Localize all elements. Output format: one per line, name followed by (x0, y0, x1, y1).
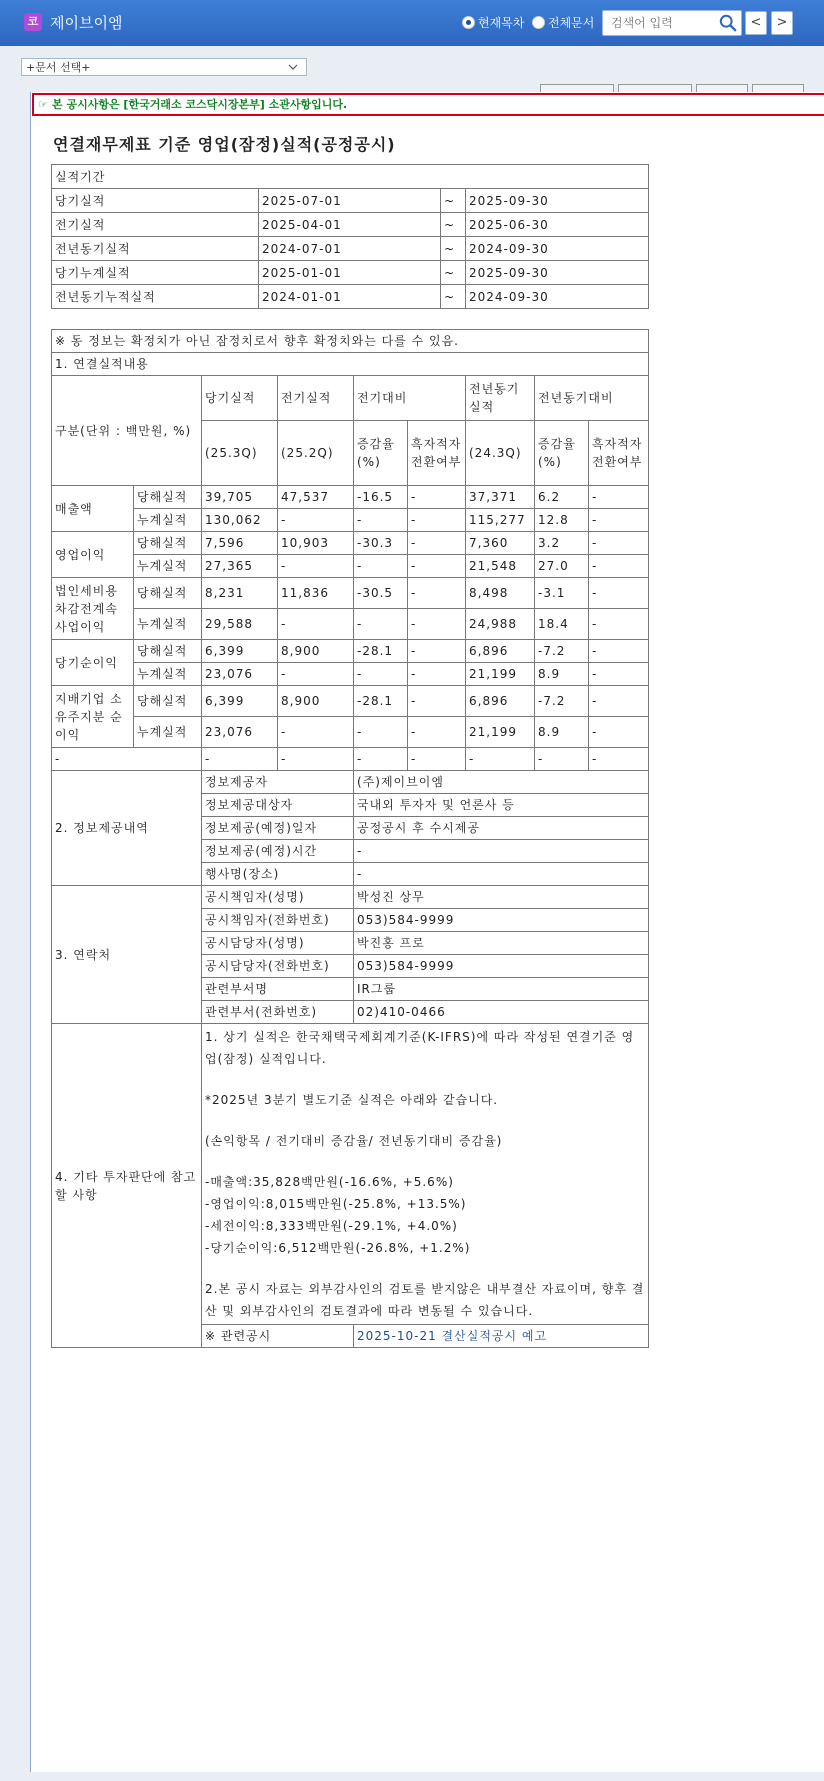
row-kind: 당해실적 (134, 532, 202, 555)
results-table: ※ 동 정보는 확정치가 아닌 잠정치로서 향후 확정치와는 다를 수 있음. 1. 연결실적내용 구분(단위 : 백만원, %) 당기실적 전기실적 전기대비 전년동기실적 전년동기대비 (25.3Q) (25.2Q) 증감율(%) 흑자적자전환여부 (24.3Q) 증감율(%) 흑자적자전환여부 매출액 당해실적 39,705 47,537 -16.5 - 37,371 6.2 - 누계실적 130,062 - - - 115,277 12.8 - 영업이익 당해실적 7,596 10,903 -30.3 - 7,360 3.2 - 누계실적 27,365 - - - 21,548 27.0 - 법인세비용차감전계속사업이익 당해실적 8,231 11,836 -30.5 - 8,498 -3.1 - 누계실적 29,588 - - - 24,988 18.4 - 당기순이익 당해실적 6,399 8,900 -28.1 - 6,896 -7.2 - 누계실적 23,076 - - - 21,199 8.9 - 지배기업 소유주지분 순이익 당해실적 6,399 8,900 -28.1 - 6,896 -7.2 - 누계실적 23,076 - - - 21,199 8.9 - - - - - - - - - 2. 정보제공내역 정보제공자 (주)제이브이엠 정보제공대상자 국내외 투자자 및 언론사 등 정보제공(예정)일자 공정공시 후 수시제공 정보제공(예정)시간 - 행사명(장소) - 3. 연락처 공시책임자(성명) 박성진 상무 공시책임자(전화번호) 053)584-9999 공시담당자(성명) 박진홍 프로 공시담당자(전화번호) 053)584-9999 관련부서명 IR그룹 관련부서(전화번호) 02)410-0466 4. 기타 투자판단에 참고할 사항 1. 상기 실적은 한국채택국제회계기준(K-IFRS)에 따라 작성된 연결기준 영업(잠정) 실적입니다. *2025년 3분기 별도기준 실적은 아래와 같습니다. (손익항목 / 전기대비 증감율/ 전년동기대비 증감율) -매출액:35,828백만원(-16.6%, +5.6%) -영업이익:8,015백만원(-25.8%, +13.5%) -세전이익:8,333백만원(-29.1%, +4.0%) -당기순이익:6,512백만원(-26.8%, +1.2%) 2.본 공시 자료는 외부감사인의 검토를 받지않은 내부결산 자료이며, 향후 결산 및 외부감사인의 검토결과에 따라 변동될 수 있습니다. ※ 관련공시 2025-10-21 결산실적공시 예고 (51, 329, 649, 1348)
table-cell: 8.9 (535, 663, 589, 686)
table-row (52, 717, 649, 748)
note-line: 2.본 공시 자료는 외부감사인의 검토를 받지않은 내부결산 자료이며, 향후 결산 및 외부감사인의 검토결과에 따라 변동될 수 있습니다. (205, 1282, 645, 1318)
table-cell: 24,988 (466, 609, 535, 640)
note-line: -매출액:35,828백만원(-16.6%, +5.6%) (205, 1175, 454, 1189)
related-disclosure-link[interactable]: 2025-10-21 결산실적공시 예고 (354, 1325, 649, 1348)
note-line (205, 1152, 645, 1171)
table-cell: - (278, 717, 354, 748)
search-box (602, 10, 742, 36)
table-cell: 115,277 (466, 509, 535, 532)
field-label: 행사명(장소) (202, 863, 354, 886)
table-cell: 11,836 (278, 578, 354, 609)
notice-banner: ☞ 본 공시사항은 [한국거래소 코스닥시장본부] 소관사항입니다. (32, 93, 824, 116)
radio-unselected-icon (532, 16, 545, 29)
field-value: - (354, 863, 649, 886)
table-cell: - (354, 717, 408, 748)
table-cell: -30.5 (354, 578, 408, 609)
table-cell: 6,896 (466, 640, 535, 663)
note-line (205, 1111, 645, 1130)
table-row: 전년동기실적 2024-07-01 ~ 2024-09-30 (52, 237, 649, 261)
table-row (52, 771, 649, 794)
field-label: 관련부서(전화번호) (202, 1001, 354, 1024)
table-cell: 8,900 (278, 640, 354, 663)
table-cell: 27.0 (535, 555, 589, 578)
field-value: - (354, 840, 649, 863)
field-value: 053)584-9999 (354, 955, 649, 978)
document-viewer (30, 92, 824, 1772)
table-cell: - (354, 609, 408, 640)
row-group-label: 지배기업 소유주지분 순이익 (52, 686, 134, 748)
table-cell: 7,360 (466, 532, 535, 555)
table-cell: - (408, 686, 466, 717)
table-cell: 8,231 (202, 578, 278, 609)
table-row: 전년동기누적실적 2024-01-01 ~ 2024-09-30 (52, 285, 649, 309)
table-cell: - (408, 717, 466, 748)
table-cell: 8.9 (535, 717, 589, 748)
prev-result-button[interactable]: < (745, 11, 767, 35)
field-value: 02)410-0466 (354, 1001, 649, 1024)
table-row (52, 686, 649, 717)
field-label: 공시담당자(성명) (202, 932, 354, 955)
pointing-hand-icon: ☞ (38, 98, 48, 111)
table-row: 당기실적 2025-07-01 ~ 2025-09-30 (52, 189, 649, 213)
table-cell: - (589, 555, 649, 578)
table-cell: - (278, 555, 354, 578)
table-cell: 130,062 (202, 509, 278, 532)
section-3-label: 3. 연락처 (52, 886, 202, 1024)
row-kind: 누계실적 (134, 663, 202, 686)
table-cell: 3.2 (535, 532, 589, 555)
row-kind: 당해실적 (134, 686, 202, 717)
table-cell: -3.1 (535, 578, 589, 609)
table-cell: - (408, 578, 466, 609)
table-cell: - (408, 532, 466, 555)
note-line: (손익항목 / 전기대비 증감율/ 전년동기대비 증감율) (205, 1134, 503, 1148)
field-value: 박진홍 프로 (354, 932, 649, 955)
table-cell: 27,365 (202, 555, 278, 578)
field-value: 박성진 상무 (354, 886, 649, 909)
table-row (52, 663, 649, 686)
table-cell: - (589, 578, 649, 609)
row-group-label: 당기순이익 (52, 640, 134, 686)
note-line: -당기순이익:6,512백만원(-26.8%, +1.2%) (205, 1241, 471, 1255)
chevron-down-icon (288, 62, 298, 72)
field-label: 정보제공(예정)시간 (202, 840, 354, 863)
table-cell: - (408, 609, 466, 640)
table-cell: -16.5 (354, 486, 408, 509)
table-cell: -28.1 (354, 686, 408, 717)
note-line (205, 1259, 645, 1278)
field-label: 공시책임자(전화번호) (202, 909, 354, 932)
table-cell: -28.1 (354, 640, 408, 663)
period-table (51, 164, 649, 309)
table-row: 당기누계실적 2025-01-01 ~ 2025-09-30 (52, 261, 649, 285)
note-line: -영업이익:8,015백만원(-25.8%, +13.5%) (205, 1197, 467, 1211)
table-cell: - (589, 532, 649, 555)
app-title: 제이브이엠 (50, 14, 123, 32)
page-title: 연결재무제표 기준 영업(잠정)실적(공정공시) (53, 135, 396, 154)
table-row (52, 555, 649, 578)
radio-all-docs[interactable]: 전체문서 (532, 14, 594, 31)
note-line (205, 1070, 645, 1089)
row-kind: 누계실적 (134, 717, 202, 748)
table-cell: 37,371 (466, 486, 535, 509)
section-4-label: 4. 기타 투자판단에 참고할 사항 (52, 1024, 202, 1348)
top-bar (0, 0, 824, 46)
table-row (52, 609, 649, 640)
row-group-label: 법인세비용차감전계속사업이익 (52, 578, 134, 640)
table-cell: -7.2 (535, 640, 589, 663)
field-label: 정보제공대상자 (202, 794, 354, 817)
table-cell: 6,896 (466, 686, 535, 717)
table-cell: - (408, 509, 466, 532)
row-kind: 당해실적 (134, 640, 202, 663)
table-cell: 23,076 (202, 663, 278, 686)
table-cell: 8,498 (466, 578, 535, 609)
radio-selected-icon (462, 16, 475, 29)
table-cell: - (278, 509, 354, 532)
field-value: (주)제이브이엠 (354, 771, 649, 794)
field-value: IR그룹 (354, 978, 649, 1001)
section-4-text (202, 1024, 649, 1325)
field-value: 공정공시 후 수시제공 (354, 817, 649, 840)
table-cell: 47,537 (278, 486, 354, 509)
row-kind: 누계실적 (134, 509, 202, 532)
table-cell: - (408, 555, 466, 578)
section-2-label: 2. 정보제공내역 (52, 771, 202, 886)
table-cell: - (408, 640, 466, 663)
table-cell: - (589, 509, 649, 532)
field-label: 정보제공자 (202, 771, 354, 794)
table-cell: 10,903 (278, 532, 354, 555)
table-row (52, 578, 649, 609)
table-row (52, 640, 649, 663)
table-row: - - - - - - - - (52, 748, 649, 771)
note-line: *2025년 3분기 별도기준 실적은 아래와 같습니다. (205, 1093, 499, 1107)
table-cell: 8,900 (278, 686, 354, 717)
row-group-label: 매출액 (52, 486, 134, 532)
search-input[interactable] (609, 14, 713, 32)
field-label: 공시책임자(성명) (202, 886, 354, 909)
table-row (52, 532, 649, 555)
row-kind: 당해실적 (134, 578, 202, 609)
note: ※ 동 정보는 확정치가 아닌 잠정치로서 향후 확정치와는 다를 수 있음. (52, 330, 649, 353)
table-cell: - (278, 609, 354, 640)
row-group-label: 영업이익 (52, 532, 134, 578)
table-cell: 12.8 (535, 509, 589, 532)
table-cell: - (278, 663, 354, 686)
field-label: 정보제공(예정)일자 (202, 817, 354, 840)
table-cell: - (589, 609, 649, 640)
note-line: -세전이익:8,333백만원(-29.1%, +4.0%) (205, 1219, 458, 1233)
table-cell: 6.2 (535, 486, 589, 509)
row-kind: 누계실적 (134, 609, 202, 640)
table-cell: - (589, 640, 649, 663)
app-icon: 코 (24, 13, 42, 31)
search-icon[interactable] (719, 14, 737, 32)
table-row (52, 886, 649, 909)
table-cell: 39,705 (202, 486, 278, 509)
table-cell: - (589, 486, 649, 509)
row-kind: 당해실적 (134, 486, 202, 509)
table-cell: - (589, 717, 649, 748)
table-cell: -30.3 (354, 532, 408, 555)
table-cell: 21,548 (466, 555, 535, 578)
field-label: 공시담당자(전화번호) (202, 955, 354, 978)
radio-current-toc[interactable]: 현재목차 (462, 14, 524, 31)
table-cell: -7.2 (535, 686, 589, 717)
field-label: 관련부서명 (202, 978, 354, 1001)
table-cell: - (589, 663, 649, 686)
table-cell: 23,076 (202, 717, 278, 748)
table-cell: 6,399 (202, 686, 278, 717)
table-cell: 18.4 (535, 609, 589, 640)
table-cell: - (589, 686, 649, 717)
table-cell: - (354, 663, 408, 686)
table-cell: 21,199 (466, 663, 535, 686)
field-value: 국내외 투자자 및 언론사 등 (354, 794, 649, 817)
table-cell: - (408, 486, 466, 509)
table-row: 전기실적 2025-04-01 ~ 2025-06-30 (52, 213, 649, 237)
row-kind: 누계실적 (134, 555, 202, 578)
next-result-button[interactable]: > (771, 11, 793, 35)
table-cell: 21,199 (466, 717, 535, 748)
table-cell: - (354, 509, 408, 532)
period-header: 실적기간 (52, 165, 649, 189)
table-cell: 7,596 (202, 532, 278, 555)
field-value: 053)584-9999 (354, 909, 649, 932)
table-row (52, 509, 649, 532)
document-select[interactable]: +문서 선택+ (21, 58, 307, 76)
table-cell: - (408, 663, 466, 686)
note-line: 1. 상기 실적은 한국채택국제회계기준(K-IFRS)에 따라 작성된 연결기준 영업(잠정) 실적입니다. (205, 1030, 635, 1066)
table-cell: 29,588 (202, 609, 278, 640)
table-cell: 6,399 (202, 640, 278, 663)
table-row (52, 486, 649, 509)
section-1-label: 1. 연결실적내용 (52, 353, 649, 376)
related-label: ※ 관련공시 (202, 1325, 354, 1348)
table-cell: - (354, 555, 408, 578)
